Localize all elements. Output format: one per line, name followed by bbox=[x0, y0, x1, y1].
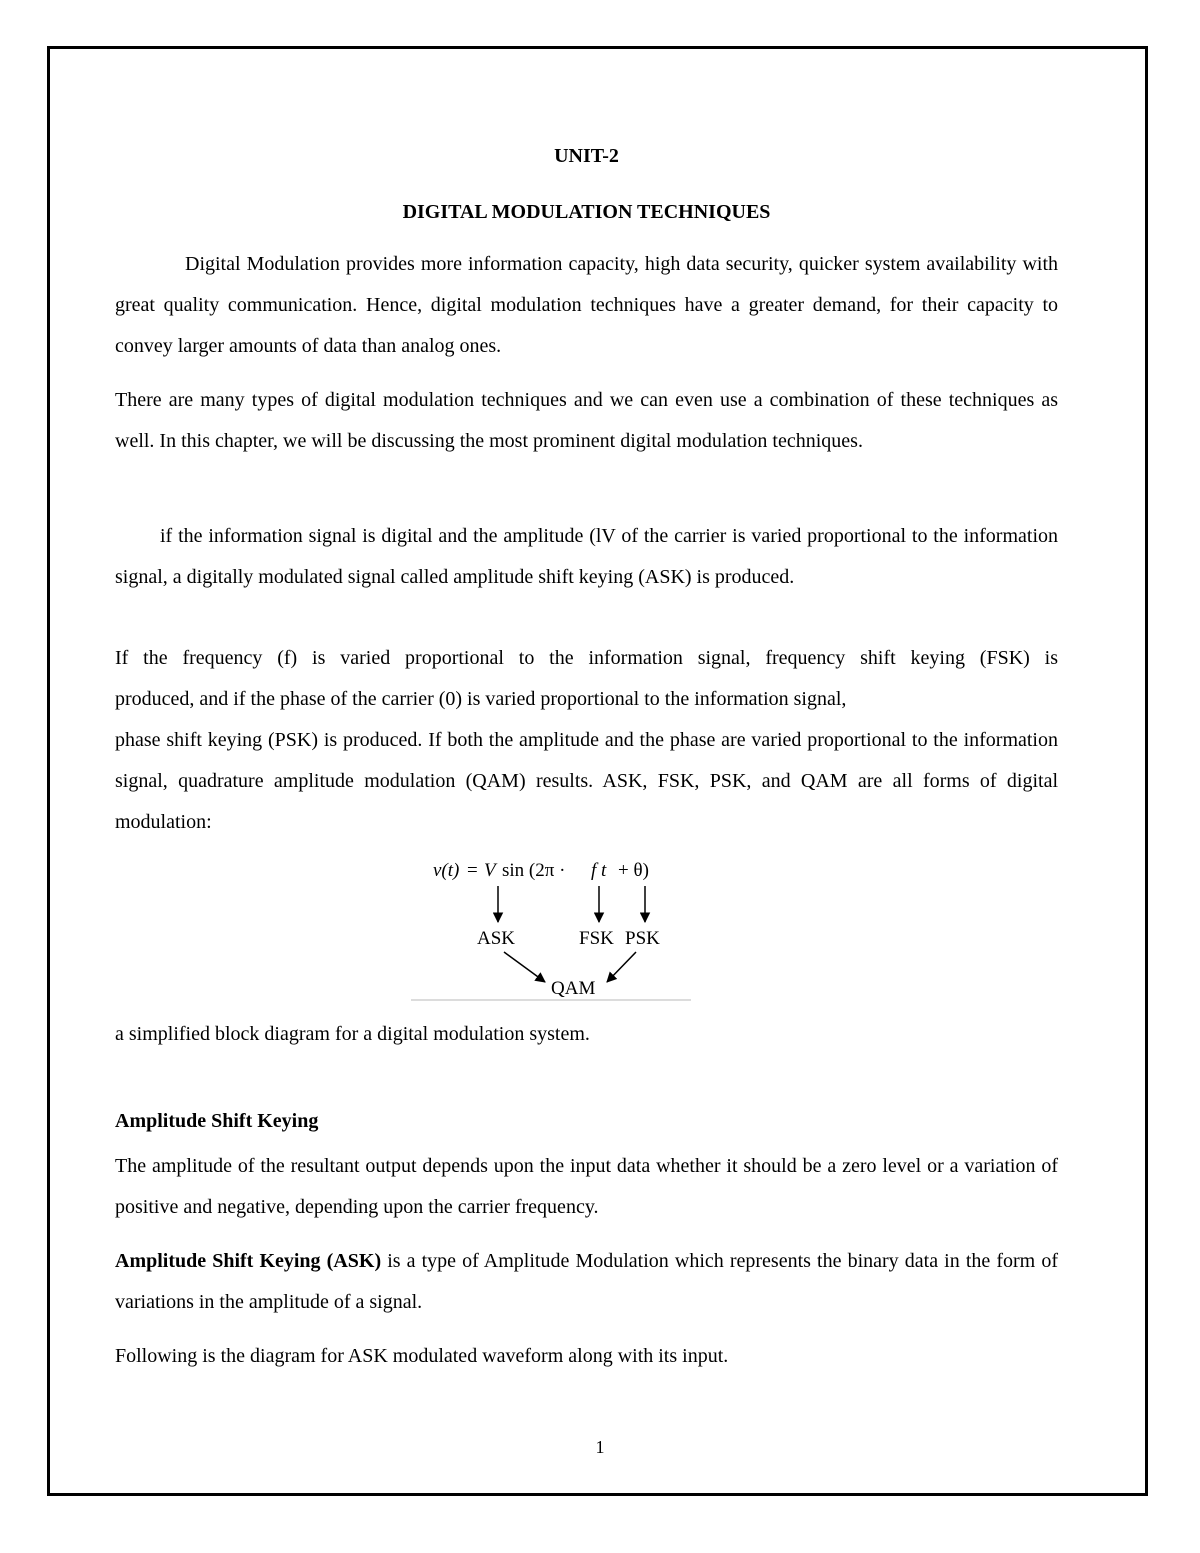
page-number: 1 bbox=[595, 1437, 605, 1457]
ask-definition-paragraph: The amplitude of the resultant output depends upon the input data whether it should be a zero level or a variation of positive and negative, depending upon the carrier frequency. bbox=[115, 1155, 1058, 1218]
formula-amplitude: V bbox=[484, 860, 496, 881]
page-title: DIGITAL MODULATION TECHNIQUES bbox=[402, 201, 771, 223]
ask-type-paragraph bbox=[115, 1241, 1058, 1323]
fsk-paragraph-line-2: produced, and if the phase of the carrier (0) is varied proportional to the information signal, bbox=[115, 688, 847, 710]
arrow-psk-to-qam bbox=[607, 952, 636, 982]
types-paragraph: There are many types of digital modulation techniques and we can even use a combination of these techniques as well. In this chapter, we will be discussing the most prominent digital modulation techniques. bbox=[115, 389, 1058, 452]
unit-label: UNIT-2 bbox=[554, 145, 619, 167]
formula-lhs: v(t) bbox=[433, 860, 460, 881]
fsk-paragraph-line-1: If the frequency (f) is varied proportional to the information signal, frequency shift keying (FSK) is bbox=[115, 647, 1058, 669]
modulation-formula-figure bbox=[411, 852, 691, 1002]
formula-equals: = bbox=[467, 860, 478, 881]
label-ask: ASK bbox=[477, 928, 516, 949]
ask-paragraph: if the information signal is digital and the amplitude (lV of the carrier is varied proportional to the information signal, a digitally modulated signal called amplitude shift keying (ASK) is produced. bbox=[115, 525, 1058, 588]
ask-type-bold: Amplitude Shift Keying (ASK) bbox=[115, 1250, 382, 1272]
psk-paragraph: phase shift keying (PSK) is produced. If both the amplitude and the phase are varied proportional to the information signal, quadrature amplitude modulation (QAM) results. ASK, FSK, PSK, and QAM are all forms of digital modulation: bbox=[115, 729, 1058, 833]
figure-caption: a simplified block diagram for a digital modulation system. bbox=[115, 1023, 590, 1045]
formula-sine: sin (2π · bbox=[502, 860, 566, 881]
label-fsk: FSK bbox=[579, 928, 614, 949]
label-psk: PSK bbox=[625, 928, 660, 949]
arrow-ask-to-qam bbox=[504, 952, 545, 982]
label-qam: QAM bbox=[551, 978, 596, 999]
ask-diagram-intro: Following is the diagram for ASK modulated waveform along with its input. bbox=[115, 1345, 729, 1367]
formula-phase: + θ) bbox=[618, 860, 649, 881]
intro-paragraph: Digital Modulation provides more information capacity, high data security, quicker system availability with great quality communication. Hence, digital modulation techniques have a greater demand, for their capacity to convey larger amounts of data than analog ones. bbox=[115, 253, 1058, 357]
ask-type-rest: is a type of Amplitude Modulation which represents the binary data in the form of variations in the amplitude of a signal. bbox=[115, 1250, 1058, 1313]
formula-frequency: f t bbox=[591, 860, 607, 881]
section-heading: Amplitude Shift Keying bbox=[115, 1110, 319, 1132]
